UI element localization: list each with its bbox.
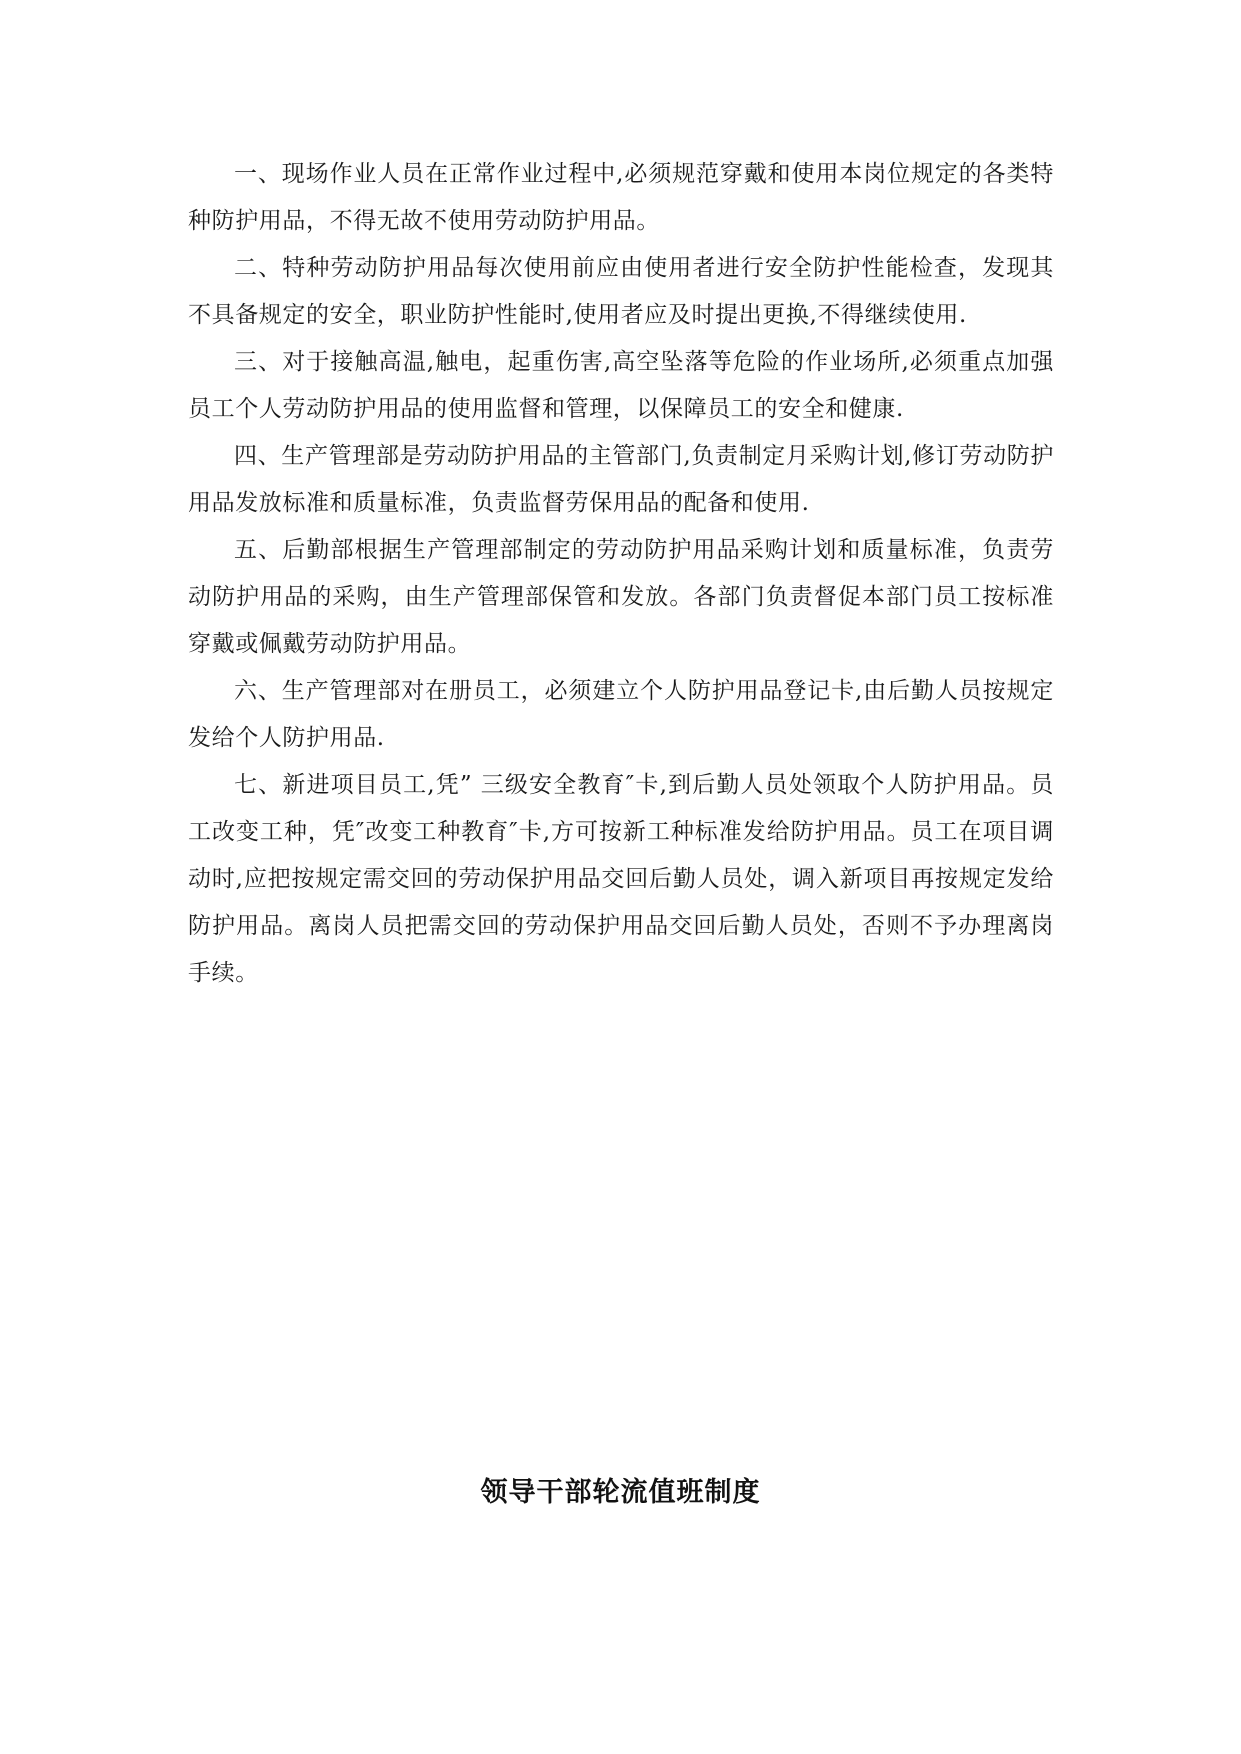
- paragraph-7: 七、新进项目员工,凭” 三级安全教育″卡,到后勤人员处领取个人防护用品。员工改变工种，凭″改变工种教育″卡,方可按新工种标准发给防护用品。员工在项目调动时,应把按规定需交回的劳动保护用品交回后勤人员处，调入新项目再按规定发给防护用品。离岗人员把需交回的劳动保护用品交回后勤人员处，否则不予办理离岗手续。: [188, 772, 1054, 986]
- paragraph-4: 四、生产管理部是劳动防护用品的主管部门,负责制定月采购计划,修订劳动防护用品发放标准和质量标准，负责监督劳保用品的配备和使用.: [188, 443, 1054, 516]
- paragraph-2: 二、特种劳动防护用品每次使用前应由使用者进行安全防护性能检查，发现其不具备规定的安全，职业防护性能时,使用者应及时提出更换,不得继续使用.: [188, 255, 1054, 328]
- paragraph-3: 三、对于接触高温,触电，起重伤害,高空坠落等危险的作业场所,必须重点加强员工个人劳动防护用品的使用监督和管理，以保障员工的安全和健康.: [188, 349, 1054, 422]
- paragraph-1: 一、现场作业人员在正常作业过程中,必须规范穿戴和使用本岗位规定的各类特种防护用品，不得无故不使用劳动防护用品。: [188, 161, 1054, 234]
- paragraph-5: 五、后勤部根据生产管理部制定的劳动防护用品采购计划和质量标准，负责劳动防护用品的采购，由生产管理部保管和发放。各部门负责督促本部门员工按标准穿戴或佩戴劳动防护用品。: [188, 537, 1054, 657]
- document-body: [188, 151, 1054, 997]
- paragraph-6: 六、生产管理部对在册员工，必须建立个人防护用品登记卡,由后勤人员按规定发给个人防护用品.: [188, 678, 1054, 751]
- section-title: 领导干部轮流值班制度: [480, 1477, 761, 1508]
